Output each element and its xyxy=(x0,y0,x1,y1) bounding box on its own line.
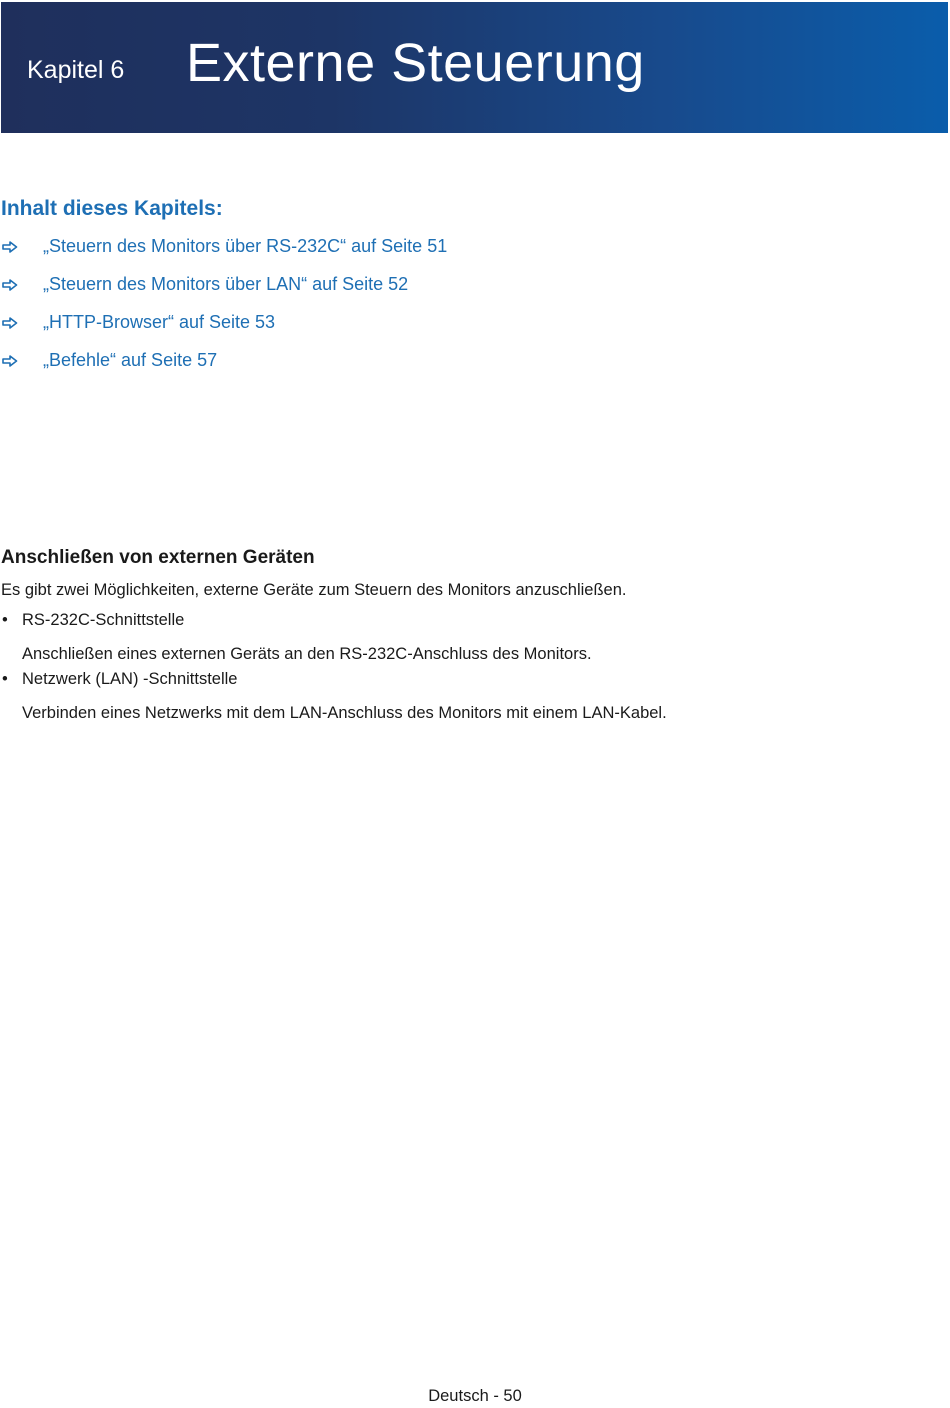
bullet-title: Netzwerk (LAN) -Schnittstelle xyxy=(22,670,238,688)
arrow-right-icon xyxy=(2,279,18,291)
bullet-title: RS-232C-Schnittstelle xyxy=(22,611,185,629)
arrow-right-icon xyxy=(2,241,18,253)
bullet-dot-icon: • xyxy=(2,670,8,688)
page-footer: Deutsch - 50 xyxy=(428,1387,522,1405)
toc-link[interactable]: „Steuern des Monitors über RS-232C“ auf Seite 51 xyxy=(43,236,448,256)
arrow-right-icon xyxy=(2,355,18,367)
bullet-description: Anschließen eines externen Geräts an den RS-232C-Anschluss des Monitors. xyxy=(22,645,592,663)
chapter-number: Kapitel 6 xyxy=(27,56,125,84)
arrow-right-icon xyxy=(2,317,18,329)
toc-link[interactable]: „Steuern des Monitors über LAN“ auf Seite 52 xyxy=(43,274,409,294)
toc-link[interactable]: „Befehle“ auf Seite 57 xyxy=(43,350,218,370)
chapter-header-banner xyxy=(1,2,948,133)
bullet-dot-icon: • xyxy=(2,611,8,629)
bullet-description: Verbinden eines Netzwerks mit dem LAN-Anschluss des Monitors mit einem LAN-Kabel. xyxy=(22,704,667,722)
section-intro: Es gibt zwei Möglichkeiten, externe Geräte zum Steuern des Monitors anzuschließen. xyxy=(1,581,627,599)
chapter-title: Externe Steuerung xyxy=(186,33,645,93)
section-heading: Anschließen von externen Geräten xyxy=(1,547,315,568)
toc-link[interactable]: „HTTP-Browser“ auf Seite 53 xyxy=(43,312,276,332)
toc-heading: Inhalt dieses Kapitels: xyxy=(1,197,223,220)
